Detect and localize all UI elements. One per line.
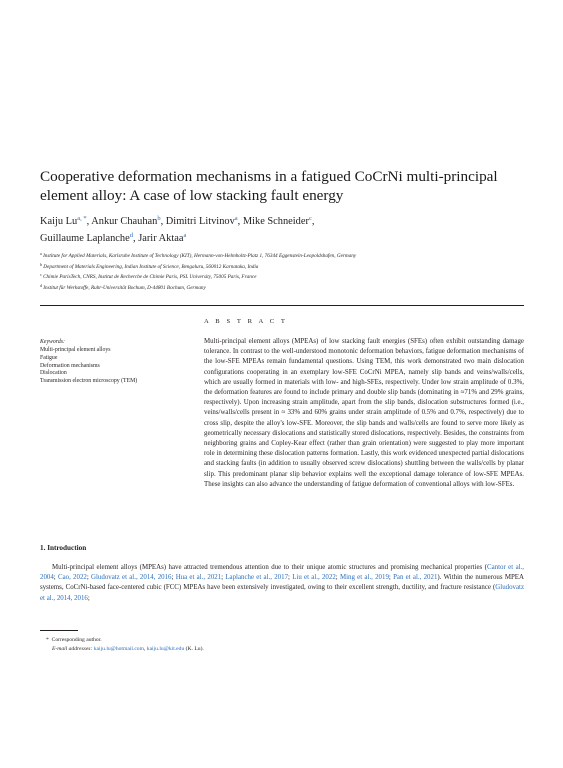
intro-text: ; <box>171 574 176 582</box>
abstract-text: Multi-principal element alloys (MPEAs) of low stacking fault energies (SFEs) often exhibit outstanding damage tolerance. In contrast to the well-understood monotonic deformation behaviors, fatigue deformation mechanisms of the low-SFE MPEAs remain fundamental questions. Using TEM, this work demonstrated two main dislocation configurations cooperating in an exemplary low-SFE CoCrNi MPEA, namely slip bands and veins/walls/cells, which are usually formed in materials with low- and high-SFEs, respectively. Under low strain amplitude of 0.3%, the deformation features are found to include primary and double slip bands (dominating in ≈71% and 29% grains, respectively). Upon increasing strain amplitude, apart from the slip bands, dislocation substructures formed (i.e., veins/walls/cells present in ≈ 33% and 60% grains under strain amplitude of 0.5% and 0.7%, respectively) due to cross slip, despite the alloy's low-SFE. Moreover, the slip bands and walls/cells are found to serve more likely as geometrically necessary dislocations and statistically stored dislocations, respectively. Besides, the constraints from neighboring grains and Copley-Kear effect (rather than grain orientation) were suggested to play more important role in determining these dislocation patterns formation. Lastly, this work evidenced unexpected partial dislocations and stacking faults (in addition to usually observed screw dislocations) shuttling between the walls/cells by planar slip. This predominant planar slip behavior explains well the exceptional damage tolerance of low-SFE MPEAs. These insights can also advance the understanding of fatigue deformation of conventional alloys with low-SFEs. <box>204 338 524 488</box>
author-name: Ankur Chauhan <box>91 216 158 227</box>
section-heading-introduction: 1. Introduction <box>40 544 87 552</box>
intro-text: Multi-principal element alloys (MPEAs) have attracted tremendous attention due to their unique atomic structures and promising mechanical properties ( <box>52 564 487 571</box>
affiliation: $^a$ Institute for Applied Materials, Karlsruhe Institute of Technology (KIT), Hermann-von-Helmholtz-Platz 1, 76344 Eggenstein-Leopoldshafen, Germany <box>40 251 357 259</box>
citation-link[interactable]: Gludovatz et al., 2014, 2016 <box>91 574 172 582</box>
abstract-heading: A B S T R A C T <box>204 318 288 325</box>
intro-text: ; <box>221 574 226 582</box>
citation-link[interactable]: Liu et al., 2022 <box>292 574 336 582</box>
paper-title: Cooperative deformation mechanisms in a fatigued CoCrNi multi-principal element alloy: A case of low stacking fault energy <box>40 168 498 204</box>
author-affiliation-mark[interactable]: d <box>129 232 133 239</box>
keyword: Fatigue <box>40 354 58 361</box>
citation-link[interactable]: Ming et al., 2019 <box>339 574 389 582</box>
email-link[interactable]: kaiju.lu@hotmail.com <box>93 646 144 652</box>
intro-text: ; <box>53 574 58 582</box>
introduction-paragraph <box>40 563 524 604</box>
author-name: Guillaume Laplanche <box>40 233 130 244</box>
footnote-email: E-mail addresses: kaiju.lu@hotmail.com, kaiju.lu@kit.edu (K. Lu). <box>52 646 204 652</box>
affiliation: $^d$ Institut für Werkstoffe, Ruhr-Universität Bochum, D-44801 Bochum, Germany <box>40 282 206 291</box>
author-list: Kaiju $Lu^{a, *}$, Ankur Chauhan$^b$, Dimitri Litvinov$^a$, Mike Schneider$^c$, Guillaume Laplanche$^d$, Jarir Aktaa$^a$ <box>40 215 315 244</box>
affiliation: $^c$ Chimie ParisTech, CNRS, Institut de Recherche de Chimie Paris, PSL University, 75005 Paris, France <box>40 272 257 281</box>
author-name: Mike Schneider <box>242 216 309 227</box>
footnote-corresponding: * Corresponding author. <box>46 637 102 643</box>
citation-link[interactable]: Laplanche et al., 2017 <box>225 574 289 582</box>
keyword: Multi-principal element alloys <box>40 347 111 353</box>
author-name: Dimitri Litvinov <box>165 216 235 227</box>
author-name: Jarir Aktaa <box>138 233 184 244</box>
affiliation-list <box>40 250 520 292</box>
citation-link[interactable]: Pan et al., 2021 <box>393 574 438 582</box>
affiliation: $^b$ Department of Materials Engineering, Indian Institute of Science, Bengaluru, 560012 Karnataka, India <box>40 261 259 270</box>
intro-text: ; <box>288 574 293 582</box>
author-affiliation-mark[interactable]: c <box>308 215 312 222</box>
author-affiliation-mark[interactable]: b <box>157 215 161 222</box>
author-affiliation-mark[interactable]: a <box>234 215 238 222</box>
citation-link[interactable]: Gludovatz et al., 2014, 2016 <box>40 584 524 602</box>
keyword: Dislocation <box>40 370 67 377</box>
intro-text: ; <box>87 594 90 602</box>
citation-link[interactable]: Cao, 2022 <box>57 574 87 582</box>
email-link[interactable]: kaiju.lu@kit.edu <box>146 646 185 652</box>
header-divider <box>40 305 524 306</box>
intro-text: ; <box>86 574 92 582</box>
footnote-divider <box>40 630 78 631</box>
author-name: Kaiju Lu <box>40 216 78 227</box>
citation-link[interactable]: Cantor et al., 2004 <box>40 564 525 582</box>
citation-link[interactable]: Hua et al., 2021 <box>175 574 222 582</box>
author-affiliation-mark[interactable]: a <box>183 232 187 239</box>
keywords-label: Keywords: <box>40 339 65 345</box>
intro-text: ; <box>388 574 394 582</box>
author-affiliation-mark[interactable]: a, * <box>77 215 87 222</box>
keywords-list <box>40 347 137 386</box>
keyword: Transmission electron microscopy (TEM) <box>40 378 138 385</box>
intro-text: ). Within the numerous MPEA systems, CoCrNi-based face-centered cubic (FCC) MPEAs have been extensively investigated, owing to their excellent strength, ductility, and fracture resistance ( <box>40 574 524 592</box>
intro-text: ; <box>335 574 340 582</box>
keyword: Deformation mechanisms <box>40 362 100 369</box>
